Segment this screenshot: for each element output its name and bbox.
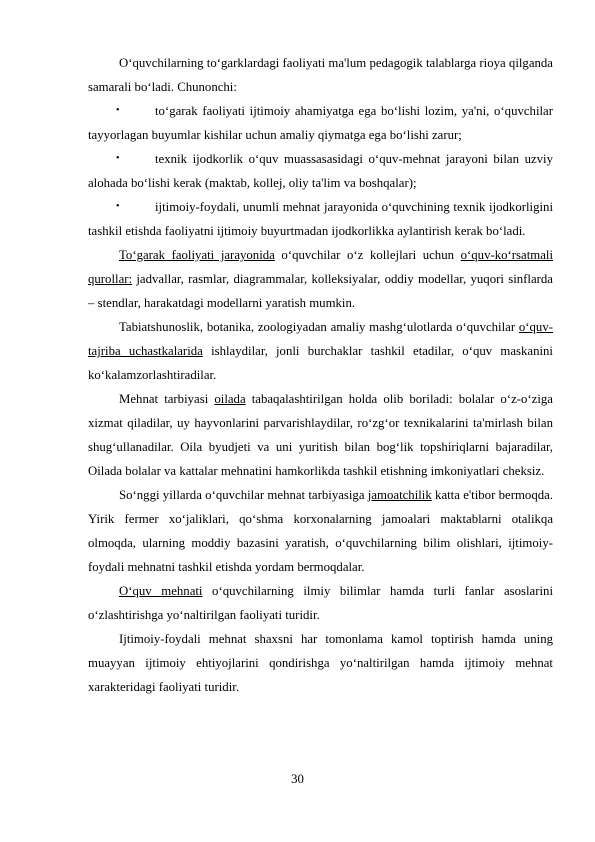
body-text xyxy=(88,51,553,699)
paragraph-text: o‘quvchilar o‘z kollejlari uchun xyxy=(274,248,461,262)
list-item-text: to‘garak faoliyati ijtimoiy ahamiyatga ega bo‘lishi lozim, ya'ni, o‘quvchilar tayyorlagan buyumlar kishilar uchun amaliy qiymatga ega bo‘lishi zarur; xyxy=(88,104,553,142)
underlined-term: O‘quv mehnati xyxy=(119,584,203,598)
paragraph-text: o‘quvchilarning ilmiy bilimlar hamda turli fanlar asoslarini o‘zlashtirishga yo‘naltirilgan faoliyati turidir. xyxy=(88,584,553,622)
list-item-text: texnik ijodkorlik o‘quv muassasasidagi o‘quv-mehnat jarayoni bilan uzviy alohada bo‘lishi kerak (maktab, kollej, oliy ta'lim va boshqalar); xyxy=(88,152,553,190)
underlined-term: o‘quv-tajriba uchastkalarida xyxy=(88,320,553,358)
paragraph-family xyxy=(88,387,553,483)
paragraph-study-labor xyxy=(88,579,553,627)
underlined-term: o‘quv-ko‘rsatmali qurollar: xyxy=(88,248,554,286)
list-item-text: ijtimoiy-foydali, unumli mehnat jarayonida o‘quvchining texnik ijodkorligini tashkil etishda faoliyatni ijtimoiy buyurtmadan ijodkorlikka aylantirish kerak bo‘ladi. xyxy=(88,200,553,238)
underlined-term: jamoatchilik xyxy=(367,488,432,502)
underlined-term: To‘garak faoliyati jarayonida xyxy=(119,248,275,262)
paragraph-circle-activity xyxy=(88,243,553,315)
bullet-icon: • xyxy=(116,105,120,116)
paragraph-text: katta e'tibor bermoqda. Yirik fermer xo‘jaliklari, qo‘shma korxonalarning jamoalari maktablarni otalikqa olmoqda, ularning moddiy bazasini yaratish, o‘quvchilarning bilim olishlari, ijtimoiy-foydali mehnatni tashkil etishda yordam bermoqdalar. xyxy=(88,488,553,574)
list-item xyxy=(88,195,553,243)
bullet-icon: • xyxy=(116,201,120,212)
paragraph-text: jadvallar, rasmlar, diagrammalar, kolleksiyalar, oddiy modellar, yuqori sinflarda – stendlar, harakatdagi modellarni yaratish mumkin. xyxy=(88,272,553,310)
paragraph-text: Tabiatshunoslik, botanika, zoologiyadan amaliy mashg‘ulotlarda o‘quvchilar xyxy=(119,320,519,334)
list-item xyxy=(88,99,553,147)
paragraph-text: ishlaydilar, jonli burchaklar tashkil etadilar, o‘quv maskanini ko‘kalamzorlashtiradilar. xyxy=(88,344,553,382)
page-number: 30 xyxy=(291,772,304,786)
underlined-term: oilada xyxy=(214,392,246,406)
paragraph-social-labor: Ijtimoiy-foydali mehnat shaxsni har tomonlama kamol toptirish hamda uning muayyan ijtimoiy ehtiyojlarini qondirishga yo‘naltirilgan hamda ijtimoiy mehnat xarakteridagi faoliyati turidir. xyxy=(88,632,553,694)
bullet-icon: • xyxy=(116,153,120,164)
list-item xyxy=(88,147,553,195)
paragraph-intro: O‘quvchilarning to‘garklardagi faoliyati ma'lum pedagogik talablarga rioya qilganda samarali bo‘ladi. Chunonchi: xyxy=(88,56,553,94)
paragraph-public xyxy=(88,483,553,579)
paragraph-text: Mehnat tarbiyasi xyxy=(119,392,215,406)
paragraph-text: tabaqalashtirilgan holda olib boriladi: bolalar o‘z-o‘ziga xizmat qiladilar, uy hayvonlarini parvarishlaydilar, ro‘zg‘or texnikalarini ta'mirlash bilan shug‘ullanadilar. Oila byudjeti va uni yuritish bilan bog‘lik topshiriqlarni bajaradilar, Oilada bolalar va kattalar mehnatini hamkorlikda tashkil etishning imkoniyatlari cheksiz. xyxy=(88,392,553,478)
paragraph-natural-science xyxy=(88,315,553,387)
paragraph-text: So‘nggi yillarda o‘quvchilar mehnat tarbiyasiga xyxy=(119,488,368,502)
